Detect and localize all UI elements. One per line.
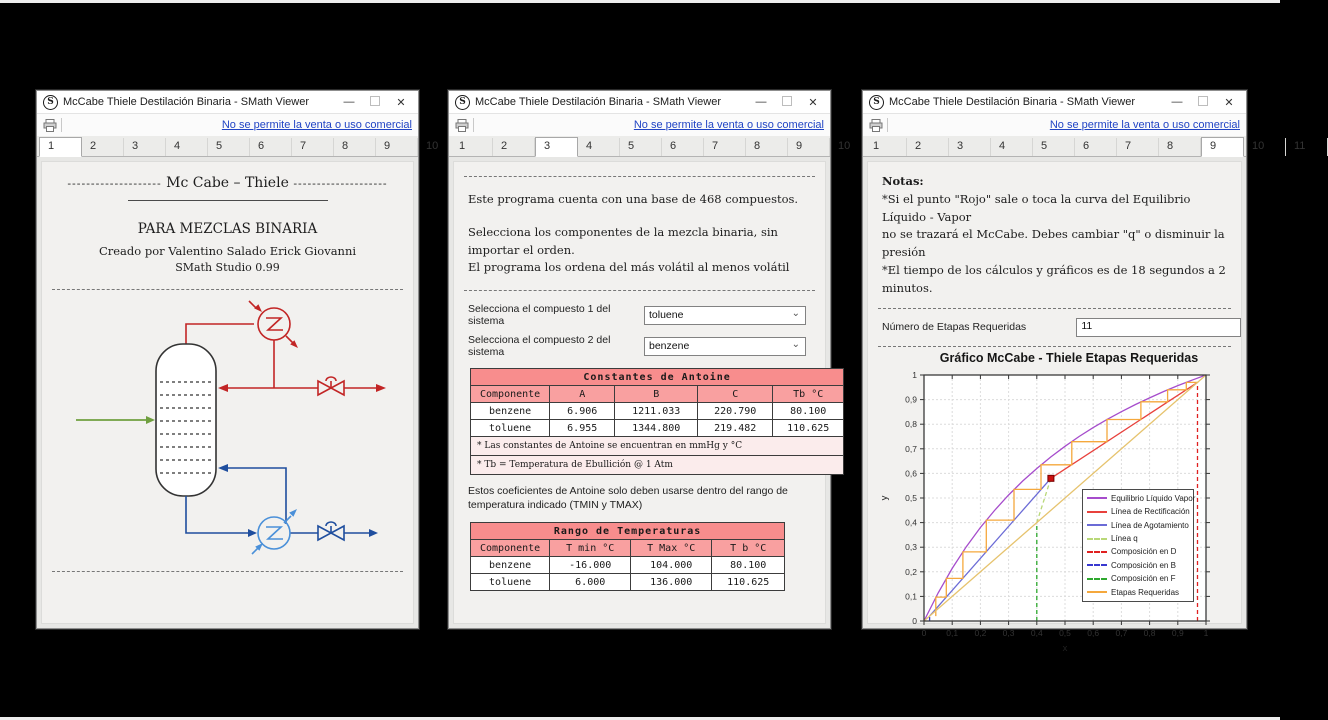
titlebar [449,91,830,113]
cell: 220.790 [698,403,773,420]
maximize-icon [1198,96,1208,106]
titlebar [863,91,1246,113]
window-diagram [36,90,439,629]
toolbar [863,113,1246,136]
svg-text:1: 1 [1203,627,1209,638]
tab-2[interactable]: 2 [907,138,949,156]
reboiler-arrows [218,464,378,551]
tab-6[interactable]: 6 [250,138,292,156]
bottoms-valve-icon [318,526,331,540]
intro-text: Este programa cuenta con una base de 468 compuestos. [468,192,799,206]
compound1-select[interactable] [644,306,806,325]
credit-line: Creado por Valentino Salado Erick Giovanni [98,244,357,258]
legend-item [1087,505,1189,518]
instruction-line-2: El programa los ordena del más volátil al menos volátil [468,259,790,274]
legend-label: Etapas Requeridas [1111,587,1180,597]
svg-text:Gráfico McCabe - Thiele Etapa: Gráfico McCabe - Thiele Etapas Requeridas [939,350,1199,365]
titlebar [37,91,418,113]
separator [52,571,403,572]
notes-block [882,173,1231,298]
tab-10[interactable]: 10 [1244,138,1286,156]
svg-text:0,3: 0,3 [905,541,917,552]
page-heading [42,175,413,191]
table-header-row [471,540,785,557]
legend-swatch [1087,538,1107,540]
column-vessel [156,344,216,496]
tab-bar [863,136,1306,157]
svg-text:0,1: 0,1 [946,627,959,638]
window-components [448,90,851,629]
cell: benzene [471,403,550,420]
print-icon[interactable] [869,119,883,132]
tab-1[interactable]: 1 [865,138,907,156]
cell: 6.906 [550,403,615,420]
close-button[interactable]: ✕ [808,96,818,109]
stages-row [882,318,1241,337]
feed-arrow [146,416,155,424]
toolbar [37,113,418,136]
legend-label: Línea q [1111,534,1138,544]
tab-3[interactable]: 3 [949,138,991,156]
tab-bar [37,136,439,157]
print-icon[interactable] [43,119,57,132]
svg-text:0,8: 0,8 [905,418,917,429]
subtitle: PARA MEZCLAS BINARIA [137,221,318,237]
window-title: McCabe Thiele Destilación Binaria - SMath Viewer [475,96,721,108]
smath-logo-icon: S [869,95,884,110]
table-row [471,574,785,591]
col-header: B [615,386,698,403]
legend-label: Composición en F [1111,574,1176,584]
chevron-down-icon: ⌄ [791,307,800,319]
col-header: Tb °C [773,386,844,403]
smath-logo-icon: S [455,95,470,110]
window-title: McCabe Thiele Destilación Binaria - SMath Viewer [63,96,309,108]
col-header: Componente [471,540,550,557]
cell: 80.100 [712,557,785,574]
tab-10[interactable]: 10 [830,138,872,156]
legend-label: Línea de Rectificación [1111,507,1190,517]
toolbar-separator [61,118,62,132]
table-header-row [471,386,844,403]
close-button[interactable]: ✕ [396,96,406,109]
tab-2[interactable]: 2 [82,138,124,156]
note-line-3: *El tiempo de los cálculos y gráficos es de 18 segundos a 2 minutos. [882,263,1226,295]
table-row [471,403,844,420]
svg-text:0,4: 0,4 [1030,627,1043,638]
heading-dashes-right: -------------------- [293,177,388,190]
toolbar-separator [887,118,888,132]
chevron-down-icon: ⌄ [791,338,800,350]
mccabe-thiele-chart [874,349,1232,657]
separator [52,289,403,290]
legend-item [1087,559,1189,572]
cell: benzene [471,557,550,574]
document-page [867,161,1242,654]
col-header: T min °C [550,540,631,557]
maximize-button[interactable] [1190,96,1216,109]
distillate-valve-icon [318,381,331,395]
separator [878,346,1231,347]
cell: 136.000 [631,574,712,591]
svg-text:0,5: 0,5 [1059,627,1071,638]
legend-item [1087,572,1189,585]
tab-2[interactable]: 2 [493,138,535,156]
cell: 6.000 [550,574,631,591]
tab-1[interactable]: 1 [451,138,493,156]
range-table-title: Rango de Temperaturas [471,523,785,540]
svg-text:x: x [1062,642,1068,654]
legend-label: Composición en D [1111,547,1177,557]
smath-logo-icon: S [43,95,58,110]
svg-text:0,2: 0,2 [905,566,917,577]
license-link[interactable]: No se permite la venta o uso comercial [1049,119,1240,131]
svg-text:0,1: 0,1 [905,591,917,602]
legend-swatch [1087,511,1107,513]
tab-6[interactable]: 6 [1075,138,1117,156]
notes-title: Notas: [882,174,924,188]
tab-7[interactable]: 7 [704,138,746,156]
cell: 1211.033 [615,403,698,420]
svg-text:0,7: 0,7 [905,443,917,454]
tab-8[interactable]: 8 [334,138,376,156]
cell: 104.000 [631,557,712,574]
legend-swatch [1087,524,1107,526]
heading-text: Mc Cabe – Thiele [166,175,289,191]
tab-1[interactable]: 1 [39,137,82,157]
condenser-arrows [218,304,386,395]
tab-4[interactable]: 4 [166,138,208,156]
svg-text:0,7: 0,7 [1115,627,1128,638]
top-border-strip [0,0,1280,3]
note-line-1: *Si el punto "Rojo" sale o toca la curva del Equilibrio Líquido - Vapor [882,191,1191,224]
instruction-line-1: Selecciona los componentes de la mezcla binaria, sin importar el orden. [468,225,778,257]
maximize-button[interactable] [362,96,388,109]
legend-label: Línea de Agotamiento [1111,520,1189,530]
cell: 110.625 [712,574,785,591]
cell: -16.000 [550,557,631,574]
tab-8[interactable]: 8 [1159,138,1201,156]
tab-5[interactable]: 5 [1033,138,1075,156]
window-content [863,157,1246,654]
tab-5[interactable]: 5 [208,138,250,156]
col-header: T Max °C [631,540,712,557]
cell: 1344.800 [615,420,698,437]
license-link[interactable]: No se permite la venta o uso comercial [221,119,412,131]
svg-text:0,5: 0,5 [905,492,917,503]
legend-item [1087,532,1189,545]
range-note-text: Estos coeficientes de Antoine solo deben usarse dentro del rango de temperatura indicado (TMIN y TMAX) [468,485,788,512]
legend-swatch [1087,591,1107,593]
compound2-row [468,334,825,358]
close-button[interactable]: ✕ [1224,96,1234,109]
instruction-text [468,224,813,276]
cell: 110.625 [773,420,844,437]
cell: toluene [471,420,550,437]
note-line-2: no se trazará el McCabe. Debes cambiar "q" o disminuir la presión [882,227,1225,260]
svg-text:0: 0 [921,627,927,638]
legend-swatch [1087,578,1107,580]
separator [464,176,815,177]
col-header: C [698,386,773,403]
svg-text:0,8: 0,8 [1143,627,1156,638]
stages-input[interactable]: 11 [1076,318,1241,337]
cell: 6.955 [550,420,615,437]
legend-label: Equilibrio Líquido Vapor [1111,493,1196,503]
tab-7[interactable]: 7 [1117,138,1159,156]
col-header: A [550,386,615,403]
distillation-diagram [56,296,413,569]
svg-text:0,6: 0,6 [905,468,917,479]
maximize-icon [782,96,792,106]
compound1-label: Selecciona el compuesto 1 del sistema [468,303,611,327]
document-page [453,161,830,624]
legend-item [1087,545,1189,558]
cell: 219.482 [698,420,773,437]
minimize-button[interactable]: — [755,96,767,108]
legend-swatch [1087,564,1107,566]
tab-4[interactable]: 4 [991,138,1033,156]
legend-label: Composición en B [1111,560,1176,570]
print-icon[interactable] [455,119,469,132]
chart-legend [1082,489,1194,602]
tab-8[interactable]: 8 [746,138,788,156]
feed-stream [76,416,155,424]
tab-3[interactable]: 3 [535,137,578,157]
tab-7[interactable]: 7 [292,138,334,156]
heading-rule [128,200,328,201]
maximize-icon [370,96,380,106]
antoine-table-title: Constantes de Antoine [471,369,844,386]
toolbar [449,113,830,136]
svg-text:0,9: 0,9 [1171,627,1184,638]
heading-dashes-left: -------------------- [67,177,162,190]
distillation-column-svg [56,296,396,564]
table-row [471,557,785,574]
temperature-range-table [470,522,785,591]
window-content [37,157,418,628]
compound2-value: benzene [649,340,690,352]
svg-text:0,4: 0,4 [905,517,917,528]
legend-item [1087,585,1189,598]
table-row [471,420,844,437]
legend-swatch [1087,497,1107,499]
version-line: SMath Studio 0.99 [175,261,280,274]
cell: toluene [471,574,550,591]
separator [878,308,1231,309]
document-page [41,161,414,624]
minimize-button[interactable]: — [1171,96,1183,108]
cell: 80.100 [773,403,844,420]
toolbar-separator [473,118,474,132]
compound2-select[interactable] [644,337,806,356]
col-header: Componente [471,386,550,403]
svg-text:0: 0 [912,615,917,626]
tab-9[interactable]: 9 [376,138,418,156]
legend-swatch [1087,551,1107,553]
tab-10[interactable]: 10 [418,138,460,156]
antoine-table [470,368,844,475]
window-content [449,157,830,628]
col-header: T b °C [712,540,785,557]
compound2-label: Selecciona el compuesto 2 del sistema [468,334,611,358]
svg-text:1: 1 [912,369,917,380]
window-chart [862,90,1306,654]
legend-item [1087,492,1196,505]
tab-11[interactable]: 11 [1286,138,1328,156]
svg-text:0,3: 0,3 [1002,627,1015,638]
tab-bar [449,136,851,157]
compound1-value: toluene [649,309,684,321]
separator [464,290,815,291]
tab-6[interactable]: 6 [662,138,704,156]
window-title: McCabe Thiele Destilación Binaria - SMath Viewer [889,96,1135,108]
tab-9[interactable]: 9 [1201,137,1244,157]
tab-5[interactable]: 5 [620,138,662,156]
antoine-note-2: * Tb = Temperatura de Ebullición @ 1 Atm [471,456,844,475]
maximize-button[interactable] [774,96,800,109]
tab-4[interactable]: 4 [578,138,620,156]
svg-text:0,9: 0,9 [905,394,917,405]
stages-label: Número de Etapas Requeridas [882,321,1027,334]
tab-3[interactable]: 3 [124,138,166,156]
minimize-button[interactable]: — [343,96,355,108]
legend-item [1087,518,1189,531]
compound1-row [468,303,825,327]
license-link[interactable]: No se permite la venta o uso comercial [633,119,824,131]
svg-text:0,2: 0,2 [974,627,987,638]
antoine-note-1: * Las constantes de Antoine se encuentran en mmHg y °C [471,437,844,456]
tab-9[interactable]: 9 [788,138,830,156]
svg-text:0,6: 0,6 [1087,627,1100,638]
svg-text:y: y [879,495,890,501]
